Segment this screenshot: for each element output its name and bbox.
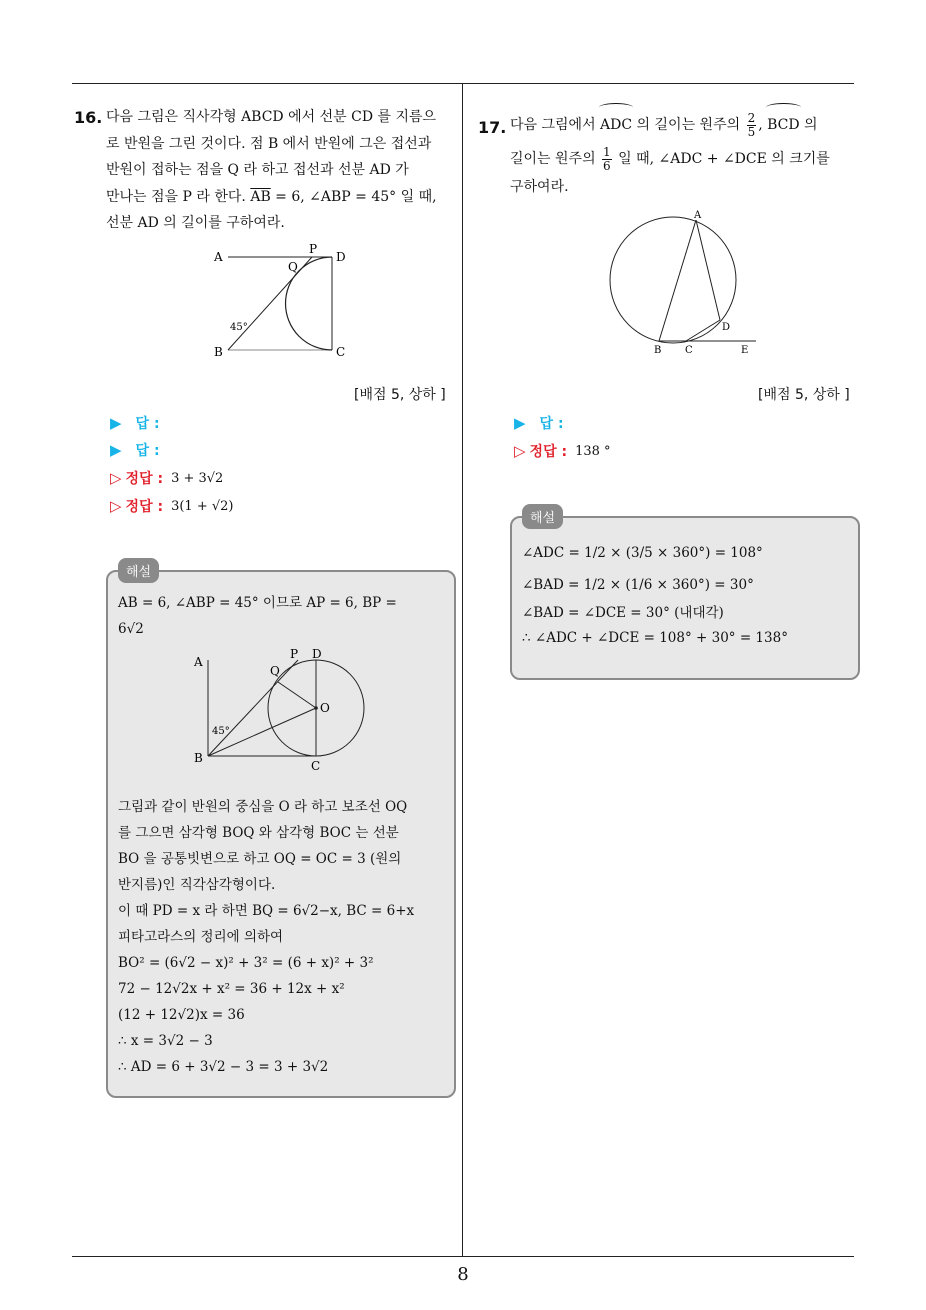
q17-line — [510, 108, 858, 142]
answer-label: 답 : — [135, 443, 160, 459]
denominator: 6 — [603, 158, 611, 173]
q16-answer-row-1 — [110, 413, 160, 433]
q16-figure — [206, 240, 356, 365]
q16-explanation-tag: 해설 — [118, 558, 159, 583]
q16-number: 16. — [74, 108, 103, 127]
q16-answer-row-2 — [110, 440, 160, 460]
q16-line: 로 반원을 그린 것이다. 점 B 에서 반원에 그은 접선과 — [106, 135, 432, 152]
exp-line: 6√2 — [118, 621, 144, 637]
exp-fig-label-o: O — [320, 701, 330, 715]
exp-line: ∠ADC = 1/2 × (3/5 × 360°) = 108° — [522, 545, 763, 561]
q17-text: 다음 그림에서 — [510, 117, 601, 133]
q16-fig-angle: 45° — [230, 322, 248, 333]
exp-line: 72 − 12√2x + x² = 36 + 12x + x² — [118, 981, 345, 997]
exp-line: ∴ x = 3√2 − 3 — [118, 1033, 213, 1049]
q17-text: 의 길이는 원주의 — [632, 117, 745, 133]
exp-fig-label-d: D — [312, 648, 322, 661]
exp-line: ∠BAD = ∠DCE = 30° (내대각) — [522, 605, 724, 621]
q17-text: 일 때, ∠ADC + ∠DCE 의 크기를 — [613, 151, 830, 167]
q17-explanation-body — [522, 537, 848, 651]
exp-line: BO² = (6√2 − x)² + 3² = (6 + x)² + 3² — [118, 955, 374, 971]
numerator: 1 — [603, 144, 611, 159]
q17-line: 구하여라. — [510, 179, 569, 195]
correct-answer: 3 + 3√2 — [171, 470, 224, 486]
q17-figure — [600, 208, 770, 358]
q17-correct-row — [514, 441, 611, 461]
arc-adc: ADC — [600, 108, 632, 142]
exp-fig-label-b: B — [194, 751, 203, 765]
bottom-rule — [72, 1256, 854, 1257]
q17-fig-label-c: C — [685, 345, 693, 356]
correct-answer: 3(1 + √2) — [171, 498, 234, 514]
page-number: 8 — [457, 1264, 469, 1285]
column-divider — [462, 84, 463, 1257]
exp-line: 반지름)인 직각삼각형이다. — [118, 877, 276, 893]
q17-explanation-tag: 해설 — [522, 504, 563, 529]
exp-line: 이 때 PD = x 라 하면 BQ = 6√2−x, BC = 6+x — [118, 903, 415, 919]
exp-line: BO 을 공통빗변으로 하고 OQ = OC = 3 (원의 — [118, 851, 402, 867]
q16-line: 반원이 접하는 점을 Q 라 하고 접선과 선분 AD 가 — [106, 162, 409, 178]
play-triangle-icon: ▶ — [514, 414, 526, 432]
q17-answer-row — [514, 413, 564, 433]
q16-line — [106, 184, 454, 211]
q16-explanation-body — [118, 794, 442, 1080]
fraction — [747, 112, 757, 139]
q16-explanation-top — [118, 590, 442, 642]
correct-answer: 138 ° — [575, 443, 611, 459]
q17-question — [510, 108, 858, 198]
outline-triangle-icon: ▷ — [110, 469, 122, 487]
q16-points: [배점 5, 상하 ] — [354, 387, 446, 403]
q17-fig-label-e: E — [741, 345, 749, 356]
q17-fig-label-d: D — [722, 322, 731, 333]
arc-bcd: BCD — [767, 108, 799, 142]
correct-label: 정답 : — [125, 499, 164, 515]
exp-fig-angle: 45° — [212, 726, 230, 737]
q16-correct-row-1 — [110, 468, 223, 488]
play-triangle-icon: ▶ — [110, 441, 122, 459]
q16-fig-label-c: C — [336, 345, 346, 359]
exp-line: ∠BAD = 1/2 × (1/6 × 360°) = 30° — [522, 577, 754, 593]
top-rule — [72, 83, 854, 84]
q16-fig-label-d: D — [336, 250, 346, 264]
numerator: 2 — [747, 110, 756, 125]
exp-line: 그림과 같이 반원의 중심을 O 라 하고 보조선 OQ — [118, 799, 408, 815]
answer-label: 답 : — [539, 416, 564, 432]
exp-line: 를 그으면 삼각형 BOQ 와 삼각형 BOC 는 선분 — [118, 825, 399, 841]
q17-text: , — [758, 117, 768, 133]
q16-line-text: 만나는 점을 P 라 한다. — [106, 188, 251, 205]
exp-fig-label-c: C — [311, 759, 321, 773]
exp-fig-label-a: A — [194, 655, 203, 669]
exp-line: ∴ AD = 6 + 3√2 − 3 = 3 + 3√2 — [118, 1059, 329, 1075]
correct-label: 정답 : — [125, 471, 164, 487]
q17-line — [510, 142, 858, 176]
q17-text: 길이는 원주의 — [510, 151, 601, 167]
q17-number: 17. — [478, 118, 507, 137]
q16-fig-label-b: B — [214, 345, 223, 359]
q16-fig-label-a: A — [214, 250, 223, 264]
q17-fig-label-b: B — [654, 345, 662, 356]
exp-fig-label-p: P — [290, 648, 299, 661]
q16-explanation-figure — [190, 648, 370, 773]
q16-line: 다음 그림은 직사각형 ABCD 에서 선분 CD 를 지름으 — [106, 109, 437, 125]
q17-points: [배점 5, 상하 ] — [758, 387, 850, 403]
correct-label: 정답 : — [529, 444, 568, 460]
play-triangle-icon: ▶ — [110, 414, 122, 432]
outline-triangle-icon: ▷ — [110, 497, 122, 515]
q17-text: 의 — [799, 117, 818, 133]
exp-line: (12 + 12√2)x = 36 — [118, 1007, 245, 1023]
q16-question — [106, 104, 454, 237]
q16-fig-label-q: Q — [288, 260, 298, 274]
answer-label: 답 : — [135, 416, 160, 432]
q16-line-text: = 6, ∠ABP = 45° 일 때, — [270, 188, 437, 205]
denominator: 5 — [747, 124, 756, 139]
exp-line: 피타고라스의 정리에 의하여 — [118, 929, 284, 945]
exp-line: AB = 6, ∠ABP = 45° 이므로 AP = 6, BP = — [118, 595, 397, 611]
q16-line: 선분 AD 의 길이를 구하여라. — [106, 215, 285, 231]
q16-correct-row-2 — [110, 496, 233, 516]
exp-fig-label-q: Q — [270, 664, 280, 678]
q16-fig-label-p: P — [309, 242, 318, 256]
segment-ab: $\overline{AB}$ — [250, 188, 271, 205]
q17-fig-label-a: A — [694, 210, 702, 221]
outline-triangle-icon: ▷ — [514, 442, 526, 460]
exp-line: ∴ ∠ADC + ∠DCE = 108° + 30° = 138° — [522, 630, 788, 646]
fraction — [602, 146, 612, 173]
